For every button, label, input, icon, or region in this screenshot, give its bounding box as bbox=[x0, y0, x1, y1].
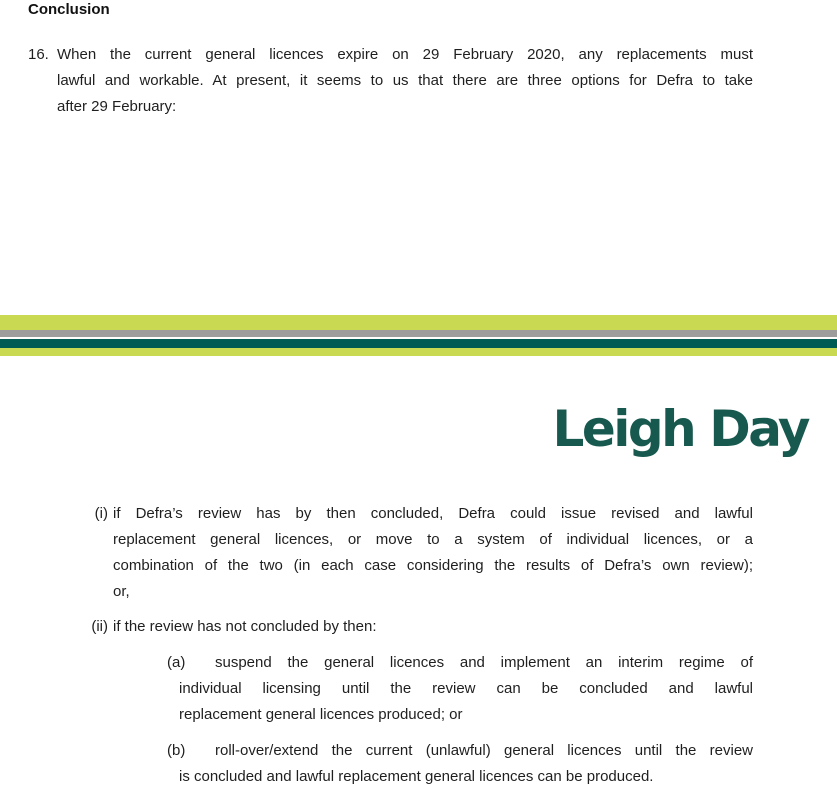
stripe-green-bottom bbox=[0, 348, 837, 356]
list-item-i-text: if Defra’s review has by then concluded, Defra could issue revised and lawful replacement general licences, or move to a system of individual licences, or a combination of the two (in each case considering the results of Defra’s own review); or, bbox=[113, 505, 753, 600]
stripe-green-top bbox=[0, 315, 837, 330]
section-heading: Conclusion bbox=[28, 1, 110, 18]
sublist-item-b-label: (b) bbox=[167, 742, 186, 759]
list-item-ii-text: if the review has not concluded by then: bbox=[113, 618, 377, 635]
sublist-item-a bbox=[0, 650, 753, 728]
stripe-teal bbox=[0, 339, 837, 348]
list-item-ii bbox=[0, 614, 753, 640]
paragraph-16 bbox=[0, 42, 753, 120]
sublist-item-b-text: roll-over/extend the current (unlawful) general licences until the review is concluded and lawful replacement general licences can be produced. bbox=[179, 742, 753, 785]
paragraph-16-number: 16. bbox=[28, 46, 49, 63]
list-item-ii-label: (ii) bbox=[91, 618, 108, 635]
list-item-i bbox=[0, 501, 753, 605]
page-divider-stripes bbox=[0, 315, 837, 356]
sublist-item-b bbox=[0, 738, 753, 790]
sublist-item-a-text: suspend the general licences and implement an interim regime of individual licensing until the review can be concluded and lawful replacement general licences produced; or bbox=[179, 654, 753, 723]
list-item-i-label: (i) bbox=[94, 505, 108, 522]
sublist-item-a-label: (a) bbox=[167, 654, 186, 671]
leigh-day-logo: Leigh Day bbox=[552, 400, 808, 458]
stripe-gray bbox=[0, 330, 837, 337]
paragraph-16-text: When the current general licences expire on 29 February 2020, any replacements must lawful and workable. At present, it seems to us that there are three options for Defra to take after 29 February: bbox=[57, 46, 753, 115]
